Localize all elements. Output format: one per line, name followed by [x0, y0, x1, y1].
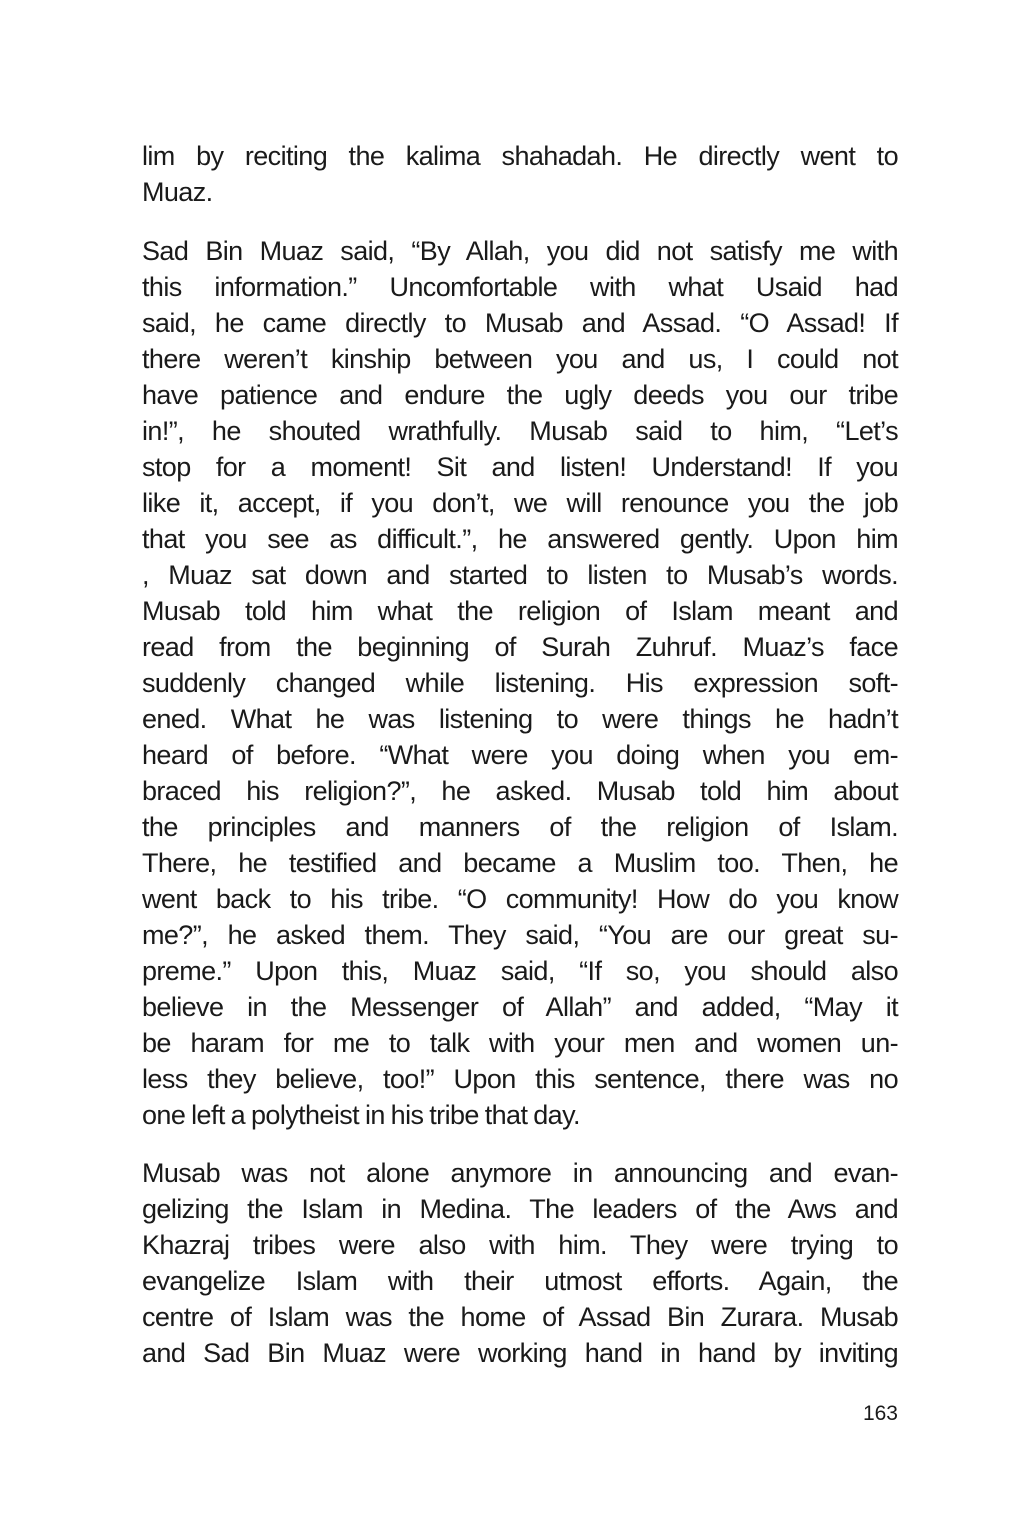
text-line: Khazraj tribes were also with him. They were trying to: [142, 1230, 898, 1260]
text-line: have patience and endure the ugly deeds you our tribe: [142, 380, 898, 410]
text-line: less they believe, too!” Upon this sentence, there was no: [142, 1064, 898, 1094]
paragraph-1: [142, 138, 898, 210]
text-line: heard of before. “What were you doing when you em-: [142, 740, 898, 770]
text-line: read from the beginning of Surah Zuhruf. Muaz’s face: [142, 632, 898, 662]
text-line: be haram for me to talk with your men and women un-: [142, 1028, 898, 1058]
page-number: 163: [862, 1402, 898, 1425]
text-line: stop for a moment! Sit and listen! Understand! If you: [142, 452, 898, 482]
text-line: went back to his tribe. “O community! How do you know: [142, 884, 898, 914]
text-line: one left a polytheist in his tribe that day.: [142, 1100, 580, 1130]
text-line: in!”, he shouted wrathfully. Musab said to him, “Let’s: [142, 416, 898, 446]
text-line: believe in the Messenger of Allah” and added, “May it: [142, 992, 898, 1022]
paragraph-2: [142, 233, 898, 1133]
text-line: the principles and manners of the religion of Islam.: [142, 812, 898, 842]
text-line: gelizing the Islam in Medina. The leaders of the Aws and: [142, 1194, 898, 1224]
text-line: Sad Bin Muaz said, “By Allah, you did not satisfy me with: [142, 236, 898, 266]
text-line: that you see as difficult.”, he answered gently. Upon him: [142, 524, 898, 554]
text-line: Musab told him what the religion of Islam meant and: [142, 596, 898, 626]
text-line: , Muaz sat down and started to listen to Musab’s words.: [142, 560, 898, 590]
text-line: lim by reciting the kalima shahadah. He directly went to: [142, 141, 898, 171]
text-line: There, he testified and became a Muslim too. Then, he: [142, 848, 898, 878]
text-line: evangelize Islam with their utmost efforts. Again, the: [142, 1266, 898, 1296]
text-line: me?”, he asked them. They said, “You are our great su-: [142, 920, 898, 950]
text-line: like it, accept, if you don’t, we will renounce you the job: [142, 488, 898, 518]
text-line: and Sad Bin Muaz were working hand in hand by inviting: [142, 1338, 898, 1368]
text-line: ened. What he was listening to were things he hadn’t: [142, 704, 898, 734]
text-line: Muaz.: [142, 177, 213, 207]
text-line: this information.” Uncomfortable with what Usaid had: [142, 272, 898, 302]
text-line: preme.” Upon this, Muaz said, “If so, you should also: [142, 956, 898, 986]
text-line: Musab was not alone anymore in announcing and evan-: [142, 1158, 898, 1188]
text-line: braced his religion?”, he asked. Musab told him about: [142, 776, 898, 806]
text-line: centre of Islam was the home of Assad Bin Zurara. Musab: [142, 1302, 898, 1332]
text-line: suddenly changed while listening. His expression soft-: [142, 668, 898, 698]
text-line: there weren’t kinship between you and us, I could not: [142, 344, 898, 374]
paragraph-3: [142, 1155, 898, 1371]
text-line: said, he came directly to Musab and Assad. “O Assad! If: [142, 308, 898, 338]
